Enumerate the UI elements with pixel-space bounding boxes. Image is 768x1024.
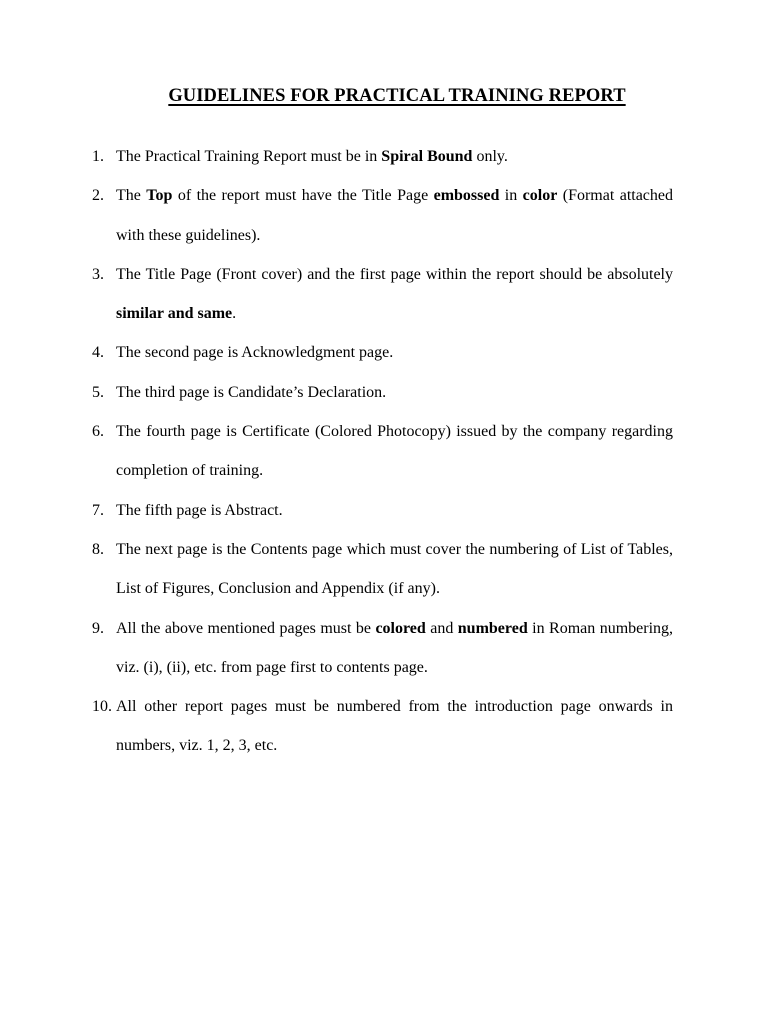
guideline-text xyxy=(116,344,393,361)
emphasis-text: Top xyxy=(146,187,173,205)
emphasis-text: color xyxy=(522,187,558,205)
text-segment: All the above mentioned pages must be xyxy=(116,619,376,637)
guideline-text xyxy=(116,423,673,479)
text-segment: in Roman numbering, viz. (i), (ii), etc. from page first to contents page. xyxy=(116,619,674,676)
guideline-number: 7. xyxy=(92,501,104,519)
guideline-item xyxy=(92,137,673,176)
text-segment: The second page is Acknowledgment page. xyxy=(116,344,394,362)
emphasis-text: embossed xyxy=(433,187,500,205)
guideline-number: 6. xyxy=(92,423,104,441)
guideline-text xyxy=(116,187,673,243)
text-segment: The Practical Training Report must be in xyxy=(116,148,382,165)
text-segment: only. xyxy=(472,148,508,165)
guideline-number: 8. xyxy=(92,540,104,558)
text-segment: and xyxy=(425,619,458,637)
guideline-number: 2. xyxy=(92,187,104,205)
guideline-number: 3. xyxy=(92,265,104,283)
guideline-number: 9. xyxy=(92,619,104,637)
guideline-item xyxy=(92,687,673,766)
page-title: GUIDELINES FOR PRACTICAL TRAINING REPORT xyxy=(168,86,626,106)
guideline-item xyxy=(92,491,673,530)
text-segment: (Format attached with these guidelines). xyxy=(116,187,674,244)
guideline-number: 10. xyxy=(92,698,112,716)
guideline-item xyxy=(92,333,673,372)
guideline-item xyxy=(92,176,673,255)
text-segment: The third page is Candidate’s Declaration. xyxy=(116,383,387,401)
guideline-text xyxy=(116,502,283,519)
guideline-number: 1. xyxy=(92,148,104,165)
text-segment: The next page is the Contents page which must cover the numbering of List of Tables, List of Figures, Conclusion and Appendix (if any). xyxy=(116,540,673,598)
guideline-text xyxy=(116,541,673,597)
emphasis-text: similar and same xyxy=(116,305,233,323)
text-segment: All other report pages must be numbered from the introduction page onwards in numbers, viz. 1, 2, 3, etc. xyxy=(116,698,673,755)
text-segment: of the report must have the Title Page xyxy=(172,187,434,205)
guideline-item xyxy=(92,373,673,412)
guideline-text xyxy=(116,148,508,165)
text-segment: . xyxy=(232,305,237,323)
text-segment: The fourth page is Certificate (Colored Photocopy) issued by the company regarding completion of training. xyxy=(116,423,673,480)
guideline-item xyxy=(92,412,673,491)
guideline-text xyxy=(116,384,386,401)
text-segment: The fifth page is Abstract. xyxy=(116,501,283,519)
guideline-item xyxy=(92,530,673,609)
emphasis-text: Spiral Bound xyxy=(381,148,473,165)
guideline-text xyxy=(116,698,673,754)
guideline-item xyxy=(92,255,673,334)
guideline-number: 4. xyxy=(92,344,104,362)
guideline-number: 5. xyxy=(92,383,104,401)
emphasis-text: colored xyxy=(375,619,426,637)
emphasis-text: numbered xyxy=(457,619,528,637)
guideline-text xyxy=(116,620,673,676)
text-segment: in xyxy=(499,187,523,205)
text-segment: The xyxy=(116,187,147,205)
guideline-text xyxy=(116,266,673,322)
guideline-list xyxy=(92,137,673,766)
guideline-item xyxy=(92,609,673,688)
text-segment: The Title Page (Front cover) and the first page within the report should be absolutely xyxy=(116,265,673,283)
